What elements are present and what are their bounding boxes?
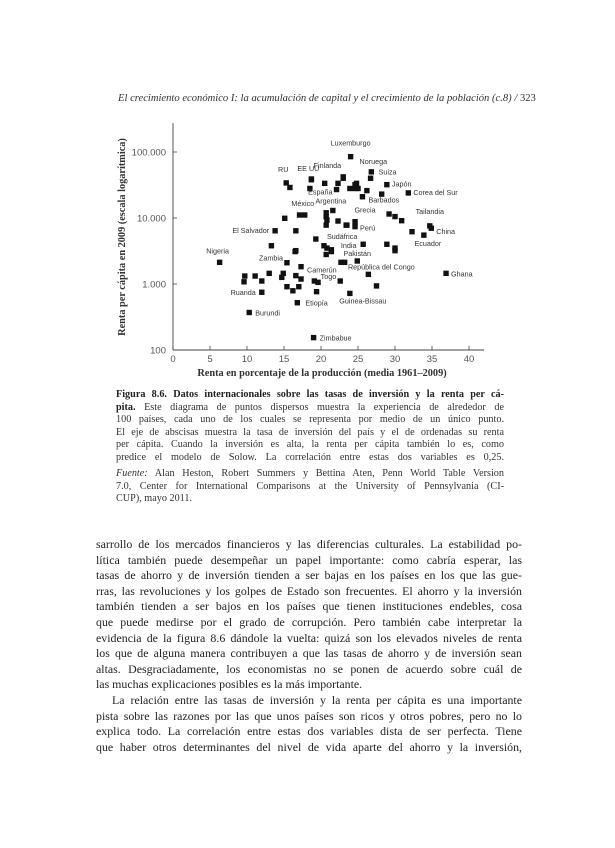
body-line: pista sobre las razones por las que unos países son ricos y otros pobres, pero no lo <box>96 708 522 723</box>
data-point <box>290 288 295 293</box>
data-point <box>392 214 397 219</box>
body-line: que puede medirse por el grado de corrupción. Pero también cabe interpretar la <box>96 615 522 629</box>
data-point <box>292 249 297 254</box>
header-separator: / <box>511 93 520 104</box>
data-point <box>386 211 391 216</box>
y-tick-label: 100.000 <box>131 147 166 159</box>
body-line: evidencia de la figura 8.6 dándole la vuelta: quizá son los elevados niveles de renta <box>96 630 522 645</box>
x-tick-label: 10 <box>241 354 253 365</box>
data-point <box>347 186 352 191</box>
source-text: CUP), mayo 2011. <box>116 493 193 504</box>
data-point <box>284 180 289 185</box>
data-point <box>242 273 247 278</box>
x-tick-label: 35 <box>426 354 438 365</box>
caption-line <box>116 389 504 402</box>
data-point <box>352 224 357 229</box>
data-point <box>314 289 319 294</box>
x-tick-label: 0 <box>170 354 176 365</box>
data-point <box>324 245 329 250</box>
data-point <box>348 154 353 159</box>
caption-text: 100 países, cada uno de los cuales se representa por medio de un único punto. <box>116 414 504 425</box>
x-tick-label: 20 <box>315 354 327 365</box>
point-label: RU <box>278 164 289 174</box>
data-point <box>217 260 222 265</box>
point-label: Corea del Sur <box>413 187 458 197</box>
point-label: Noruega <box>359 156 388 166</box>
point-label: Barbados <box>368 195 400 205</box>
data-point <box>384 182 389 187</box>
data-point <box>443 271 448 276</box>
data-point <box>313 236 318 241</box>
y-tick-label: 10.000 <box>136 213 166 225</box>
point-label: Luxemburgo <box>330 138 371 148</box>
point-label: Zambia <box>258 253 283 263</box>
body-line: las muchas explicaciones posibles es la más importante. <box>96 677 363 692</box>
point-label: Nigeria <box>206 246 230 256</box>
data-point <box>259 278 264 283</box>
data-point <box>247 310 252 315</box>
data-point <box>369 169 374 174</box>
caption-line <box>116 427 504 440</box>
body-line: altas. Desgraciadamente, los economistas no se ponen de acuerdo sobre cuál de <box>96 661 522 676</box>
data-point <box>297 212 302 217</box>
point-label: El Salvador <box>232 225 270 235</box>
caption-line <box>116 439 504 452</box>
data-point <box>295 300 300 305</box>
data-point <box>335 181 340 186</box>
caption-text: El eje de abscisas muestra la tasa de inversión del país y el de ordenadas su renta <box>116 426 504 438</box>
data-point <box>311 335 316 340</box>
point-label: México <box>291 198 315 208</box>
data-point <box>341 174 346 179</box>
point-label: España <box>308 187 333 197</box>
data-point <box>399 218 404 223</box>
y-tick-label: 100 <box>150 345 166 357</box>
caption-source-line <box>116 493 504 506</box>
x-tick-label: 30 <box>389 354 401 365</box>
data-point <box>279 275 284 280</box>
data-point <box>323 210 328 215</box>
data-point <box>368 176 373 181</box>
x-tick-label: 5 <box>207 354 213 365</box>
data-point <box>322 181 327 186</box>
caption-source-line <box>116 481 504 494</box>
body-line: lítica también puede desempeñar un papel importante: como cabría esperar, las <box>96 552 522 567</box>
data-point <box>364 188 369 193</box>
data-point <box>302 212 307 217</box>
body-line: La relación entre las tasas de inversión y la renta per cápita es una importante <box>112 693 522 707</box>
y-axis-title: Renta per cápita en 2009 (escala logarítmica) <box>117 138 128 336</box>
point-label: Ecuador <box>414 239 442 249</box>
point-label: Argentina <box>315 196 347 206</box>
point-label: Ghana <box>451 269 473 279</box>
point-label: Burundi <box>255 308 281 318</box>
data-point <box>392 248 397 253</box>
data-point <box>282 216 287 221</box>
point-label: India <box>340 241 357 251</box>
body-line: tasas de ahorro y de inversión tienden a ser bajas en los países en los que las gue- <box>96 568 522 583</box>
point-label: Pakistán <box>343 249 372 259</box>
body-line: los que de alguna manera contribuyen a que las tasas de ahorro y de inversión sean <box>96 646 522 661</box>
data-point <box>352 219 357 224</box>
body-line: también tienden a ser bajos en los países que tienen instituciones endebles, cosa <box>96 599 522 614</box>
data-point <box>309 176 314 181</box>
point-label: República del Congo <box>347 262 415 272</box>
body-line: que haber otros determinantes del nivel de vida aparte del ahorro y la inversión, <box>96 739 522 754</box>
y-tick-label: 1.000 <box>142 279 166 291</box>
source-text: 7.0, Center for International Comparisons at the University of Pennsylvania (CI- <box>116 480 504 492</box>
x-axis-title: Renta en porcentaje de la producción (media 1961–2009) <box>197 368 447 379</box>
data-point <box>347 291 352 296</box>
caption-title: pita. <box>116 401 136 413</box>
caption-line <box>116 414 504 427</box>
point-label: Finlanda <box>313 160 342 170</box>
point-label: Guinea-Bissau <box>339 296 387 306</box>
x-tick-label: 15 <box>278 354 290 365</box>
body-line: rras, las revoluciones y los golpes de Estado son frecuentes. El ahorro y la inversión <box>96 583 522 598</box>
data-point <box>421 232 426 237</box>
data-point <box>284 260 289 265</box>
source-label: Fuente: <box>116 468 148 479</box>
caption-source-line <box>116 468 504 481</box>
data-point <box>330 208 335 213</box>
data-point <box>360 194 365 199</box>
data-point <box>324 217 329 222</box>
point-label: Grecia <box>354 205 376 215</box>
caption-text: predice el modelo de Solow. La correlación entre estas dos variables es 0,25. <box>116 451 504 463</box>
data-point <box>360 242 365 247</box>
data-point <box>252 273 257 278</box>
point-label: China <box>436 227 456 237</box>
point-label: EE UU <box>297 163 320 173</box>
caption-line <box>116 402 504 415</box>
data-point <box>259 290 264 295</box>
data-point <box>429 226 434 231</box>
data-point <box>338 260 343 265</box>
caption-title: Figura 8.6. Datos internacionales sobre las tasas de inversión y la renta per cá- <box>116 389 504 400</box>
point-label: Japón <box>391 179 412 189</box>
point-label: Ruanda <box>230 288 256 298</box>
running-title: El crecimiento económico I: la acumulación de capital y el crecimiento de la población (c.8) <box>118 93 512 104</box>
data-point <box>241 279 246 284</box>
data-point <box>406 190 411 195</box>
data-point <box>338 278 343 283</box>
data-point <box>323 222 328 227</box>
point-label: Etiopía <box>305 298 328 308</box>
data-point <box>374 283 379 288</box>
caption-text: per cápita. Cuando la inversión es alta, la renta per cápita también lo es, como <box>116 439 504 450</box>
data-point <box>296 284 301 289</box>
point-label: Zimbabue <box>319 333 352 343</box>
data-point <box>343 222 348 227</box>
point-label: Suiza <box>378 167 397 177</box>
x-tick-label: 40 <box>463 354 475 365</box>
caption-line <box>116 452 504 465</box>
point-label: Perú <box>360 223 376 233</box>
data-point <box>267 271 272 276</box>
source-text: Alan Heston, Robert Summers y Bettina Aten, Penn World Table Version <box>147 468 504 479</box>
caption-text: Este diagrama de puntos dispersos muestra la experiencia de alrededor de <box>135 401 504 413</box>
data-point <box>334 187 339 192</box>
data-point <box>366 272 371 277</box>
data-point <box>298 264 303 269</box>
data-point <box>409 229 414 234</box>
data-point <box>293 228 298 233</box>
data-point <box>335 218 340 223</box>
data-point <box>323 252 328 257</box>
data-point <box>352 186 357 191</box>
data-point <box>293 273 298 278</box>
body-line: sarrollo de los mercados financieros y las diferencias culturales. La estabilidad po- <box>96 537 522 551</box>
page-number: 323 <box>519 93 536 104</box>
point-label: Camerún <box>307 265 337 275</box>
data-point <box>384 242 389 247</box>
point-label: Tailandia <box>415 206 444 216</box>
data-point <box>269 243 274 248</box>
x-tick-label: 25 <box>352 354 364 365</box>
body-line: explica todo. La correlación entre estas dos variables dista de ser perfecta. Tiene <box>96 724 522 739</box>
point-label: Togo <box>320 272 337 282</box>
point-label: Sudáfrica <box>326 232 358 242</box>
data-point <box>298 276 303 281</box>
data-point <box>284 284 289 289</box>
data-point <box>272 228 277 233</box>
